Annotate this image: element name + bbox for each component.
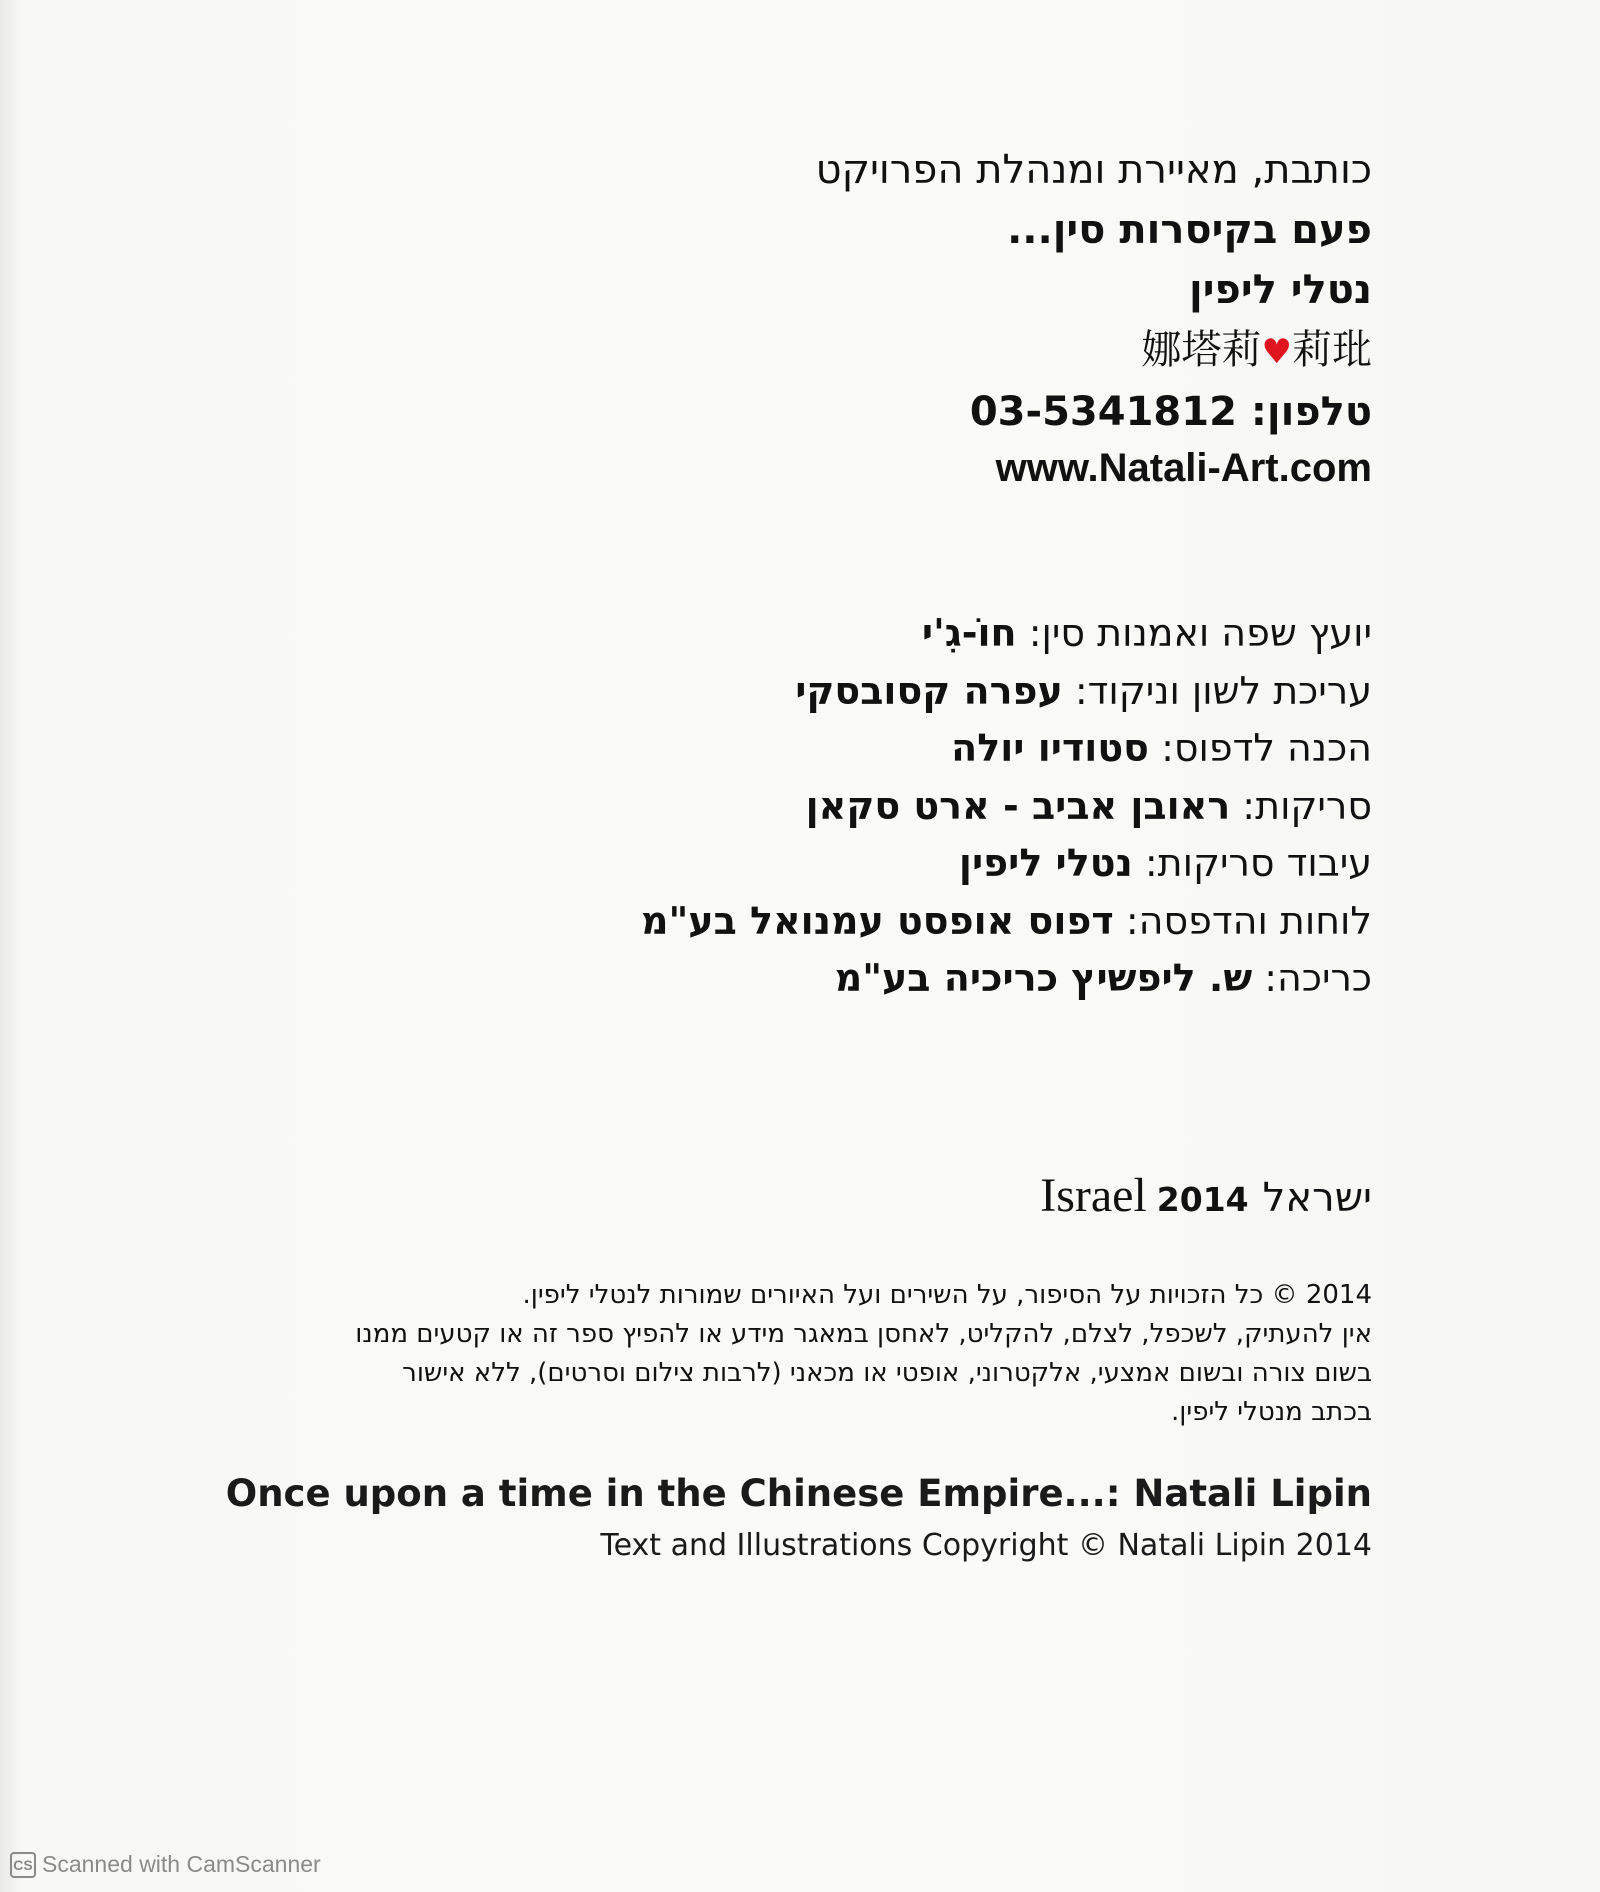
copyright-line: 2014 © כל הזכויות על הסיפור, על השירים ועל האיורים שמורות לנטלי ליפין. — [522, 1280, 1372, 1310]
scanner-watermark — [10, 1851, 321, 1878]
chinese-name-left: 莉玭 — [1292, 327, 1372, 373]
credit-value: ש. ליפשיץ כריכיה בע"מ — [834, 956, 1253, 1000]
origin-english: Israel — [1040, 1169, 1147, 1222]
origin-hebrew: ישראל — [1262, 1175, 1372, 1221]
copyright-line: בשום צורה ובשום אמצעי, אלקטרוני, אופטי או מכאני (לרבות צילום וסרטים), ללא אישור — [402, 1358, 1372, 1388]
book-title-english: Once upon a time in the Chinese Empire...: Natali Lipin — [225, 1472, 1372, 1515]
credit-value: דפוס אופסט עמנואל בע"מ — [641, 898, 1114, 943]
credit-label: עיבוד סריקות: — [1144, 841, 1372, 885]
copyright-line: אין להעתיק, לשכפל, לצלם, להקליט, לאחסן במאגר מידע או להפיץ ספר זה או קטעים ממנו — [355, 1319, 1372, 1349]
credit-line — [472, 893, 1372, 951]
phone-number: 03-5341812 — [969, 389, 1237, 435]
origin-year: 2014 — [1156, 1180, 1249, 1219]
credits-list — [472, 605, 1372, 1008]
heart-icon: ♥ — [1261, 332, 1292, 372]
credit-label: כריכה: — [1264, 956, 1372, 1000]
chinese-name-right: 娜塔莉 — [1141, 327, 1262, 373]
website-link[interactable]: www.Natali-Art.com — [995, 446, 1372, 490]
camscanner-logo-icon: CS — [10, 1852, 36, 1878]
credit-line — [472, 605, 1372, 663]
author-name: נטלי ליפין — [1189, 267, 1372, 313]
copyright-line: בכתב מנטלי ליפין. — [1171, 1397, 1372, 1427]
credit-label: עריכת לשון וניקוד: — [1074, 668, 1372, 713]
copyright-english: Text and Illustrations Copyright © Natali Lipin 2014 — [600, 1528, 1372, 1563]
credit-line — [472, 950, 1372, 1008]
credit-value: חוֹ-גִ'י — [921, 611, 1017, 655]
copyright-notice-hebrew — [252, 1276, 1372, 1432]
credit-line — [472, 720, 1372, 778]
phone-label: טלפון: — [1250, 389, 1372, 435]
credit-value: ראובן אביב - ארט סקאן — [805, 783, 1231, 828]
credit-label: לוחות והדפסה: — [1125, 898, 1372, 943]
credit-label: הכנה לדפוס: — [1161, 726, 1372, 770]
author-block — [572, 140, 1372, 494]
watermark-text: Scanned with CamScanner — [42, 1851, 321, 1877]
book-title-hebrew: פעם בקיסרות סין... — [1007, 207, 1372, 253]
credit-value: נטלי ליפין — [958, 841, 1133, 885]
author-role: כותבת, מאיירת ומנהלת הפרויקט — [815, 147, 1372, 193]
phone-line — [572, 382, 1372, 442]
credit-value: סטודיו יולה — [951, 726, 1149, 770]
credit-line — [472, 663, 1372, 721]
origin-line — [1040, 1168, 1372, 1223]
author-chinese-name — [572, 320, 1372, 382]
credit-line — [472, 778, 1372, 836]
credit-line — [472, 835, 1372, 893]
credit-value: עפרה קסובסקי — [795, 668, 1063, 713]
credit-label: יועץ שפה ואמנות סין: — [1028, 611, 1372, 655]
credit-label: סריקות: — [1242, 783, 1372, 828]
